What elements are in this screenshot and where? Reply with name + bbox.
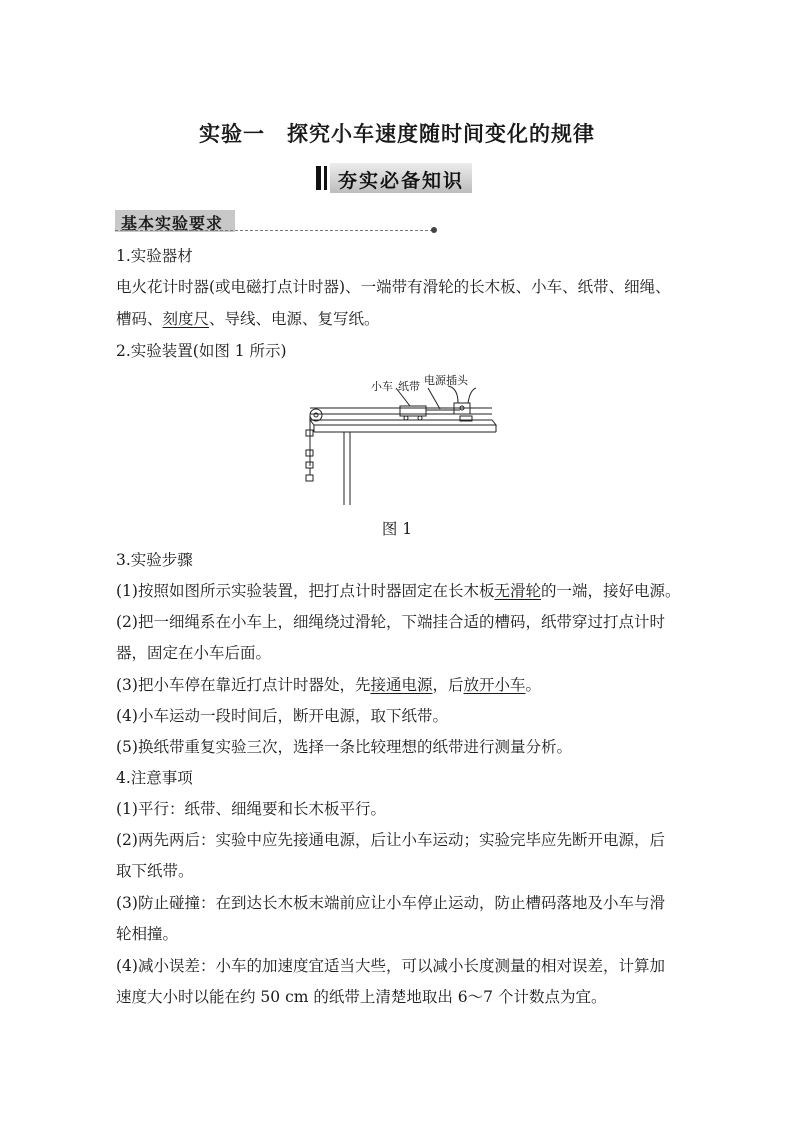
underlined-term: 放开小车 [463, 676, 526, 694]
apparatus-figure [300, 370, 500, 510]
item1-heading: 1.实验器材 [116, 247, 193, 265]
item4-heading: 4.注意事项 [116, 769, 193, 787]
text-span: 的一端，接好电源。 [540, 582, 681, 600]
text-span: (3)把小车停在靠近打点计时器处，先 [116, 676, 371, 694]
note-2-line2: 取下纸带。 [116, 862, 194, 880]
section-heading-dot [431, 227, 437, 233]
step-5: (5)换纸带重复实验三次，选择一条比较理想的纸带进行测量分析。 [116, 738, 572, 756]
text-span: (1)按照如图所示实验装置，把打点计时器固定在长木板 [116, 582, 495, 600]
text-span: 、导线、电源、复写纸。 [209, 310, 380, 328]
step-1 [116, 581, 681, 601]
underlined-term: 接通电源 [370, 676, 433, 694]
banner-bar [324, 166, 327, 190]
note-1: (1)平行：纸带、细绳要和长木板平行。 [116, 800, 386, 818]
item1-line2 [116, 309, 380, 329]
text-span: ，后 [432, 676, 464, 694]
note-3-line1: (3)防止碰撞：在到达长木板末端前应让小车停止运动，防止槽码落地及小车与滑 [116, 894, 665, 912]
banner-label: 夯实必备知识 [338, 170, 465, 192]
apparatus-diagram [300, 370, 500, 510]
banner-bar [316, 166, 321, 190]
section-heading-rule [115, 230, 433, 231]
note-4-line1: (4)减小误差：小车的加速度宜适当大些，可以减小长度测量的相对误差，计算加 [116, 957, 665, 975]
page-title: 实验一 探究小车速度随时间变化的规律 [199, 121, 595, 146]
section-heading-label: 基本实验要求 [121, 214, 224, 233]
note-2-line1: (2)两先两后：实验中应先接通电源，后让小车运动；实验完毕应先断开电源，后 [116, 831, 665, 849]
item3-heading: 3.实验步骤 [116, 551, 193, 569]
step-3 [116, 675, 541, 695]
text-span: 。 [525, 676, 542, 694]
note-4-line2: 速度大小时以能在约 50 cm 的纸带上清楚地取出 6～7 个计数点为宜。 [116, 988, 607, 1006]
label-tape: 纸带 [398, 380, 420, 393]
note-3-line2: 轮相撞。 [116, 925, 179, 943]
step-2-line2: 器，固定在小车后面。 [116, 644, 272, 662]
underlined-term: 无滑轮 [494, 582, 541, 600]
step-4: (4)小车运动一段时间后，断开电源，取下纸带。 [116, 707, 448, 725]
text-span: 槽码、 [116, 310, 163, 328]
underlined-term: 刻度尺 [162, 310, 210, 328]
section-banner [316, 163, 472, 193]
section-heading [115, 210, 435, 232]
figure-caption: 图 1 [381, 520, 413, 538]
item1-line1: 电火花计时器(或电磁打点计时器)、一端带有滑轮的长木板、小车、纸带、细绳、 [116, 278, 671, 296]
step-2-line1: (2)把一细绳系在小车上，细绳绕过滑轮，下端挂合适的槽码，纸带穿过打点计时 [116, 613, 665, 631]
item2-heading: 2.实验装置(如图 1 所示) [116, 342, 287, 360]
label-car: 小车 [371, 380, 393, 393]
label-plug: 电源插头 [424, 374, 468, 387]
